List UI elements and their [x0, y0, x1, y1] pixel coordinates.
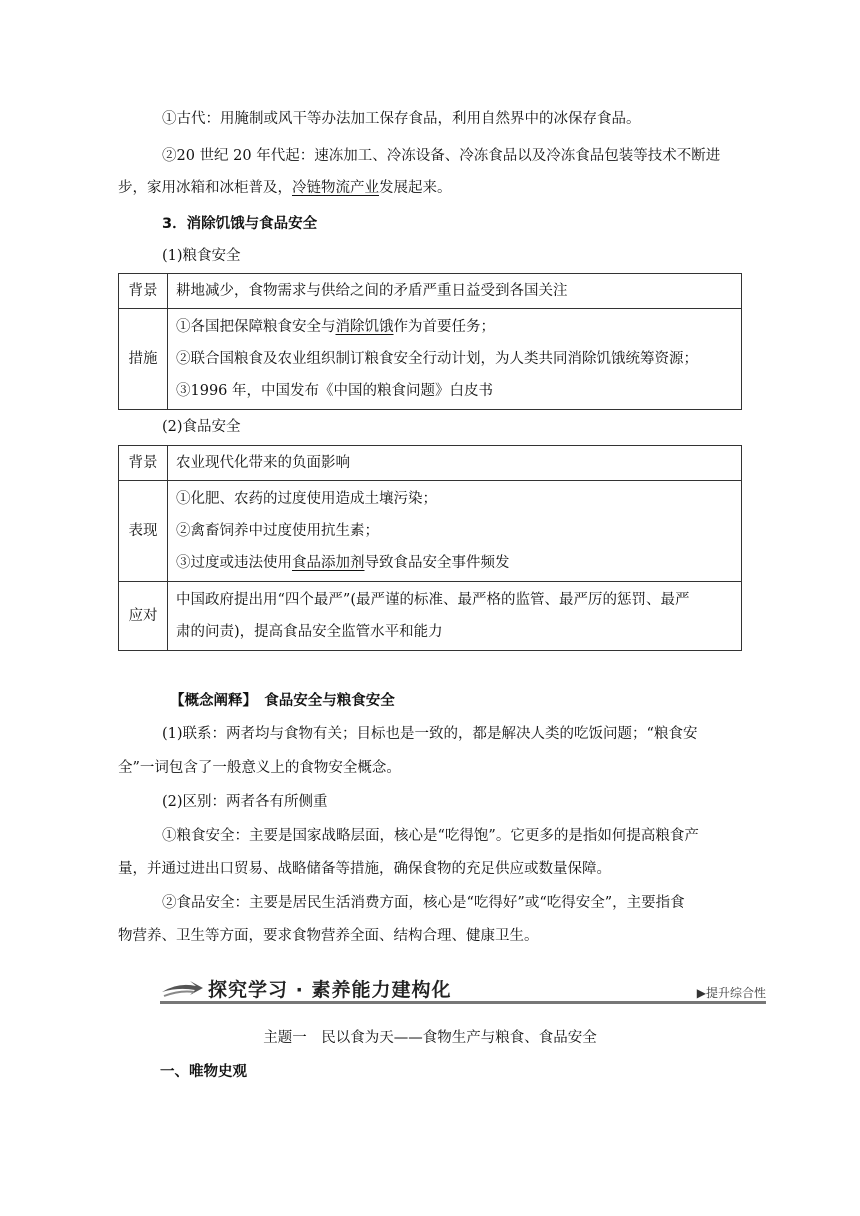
table-row [119, 309, 742, 410]
banner-divider [160, 1001, 766, 1004]
text-span: 步，家用冰箱和冰柜普及， [118, 180, 292, 196]
section-heading-materialism: 一、唯物史观 [160, 1064, 247, 1080]
grain-security-line1: ①粮食安全：主要是国家战略层面，核心是“吃得饱”。它更多的是指如何提高粮食产 [162, 828, 699, 844]
table-value: 农业现代化带来的负面影响 [168, 446, 742, 481]
grain-security-table [118, 273, 742, 410]
underlined-term: 冷链物流产业 [292, 180, 379, 196]
response-line-1: 中国政府提出用“四个最严”(最严谨的标准、最严格的监管、最严厉的惩罚、最严 [176, 592, 690, 608]
manifestation-3 [176, 547, 733, 579]
banner-subtitle: ▶提升综合性 [696, 986, 766, 1000]
concept-difference: (2)区别：两者各有所侧重 [162, 794, 328, 810]
table-value [168, 309, 742, 410]
concept-title: 【概念阐释】 食品安全与粮食安全 [170, 693, 395, 709]
text-span: 作为首要任务； [393, 319, 495, 335]
measure-1 [176, 311, 733, 343]
table-row [119, 481, 742, 582]
text-span: 发展起来。 [379, 180, 452, 196]
table-row [119, 582, 742, 651]
concept-link-line2: 全”一词包含了一般意义上的食物安全概念。 [118, 760, 401, 776]
manifestation-1: ①化肥、农药的过度使用造成土壤污染； [176, 491, 437, 507]
table-row [119, 446, 742, 481]
underlined-term: 消除饥饿 [335, 319, 394, 335]
food-safety-line1: ②食品安全：主要是居民生活消费方面，核心是“吃得好”或“吃得安全”，主要指食 [162, 895, 685, 911]
grain-security-line2: 量，并通过进出口贸易、战略储备等措施，确保食物的充足供应或数量保障。 [118, 861, 611, 877]
underlined-term: 食品添加剂 [292, 555, 365, 571]
table-key: 措施 [119, 309, 168, 410]
manifestation-2: ②禽畜饲养中过度使用抗生素； [176, 523, 379, 539]
table-row [119, 274, 742, 309]
swoosh-arrow-icon [160, 978, 204, 1000]
text-span: ①各国把保障粮食安全与 [176, 319, 336, 335]
food-safety-table [118, 445, 742, 651]
response-line-2: 肃的问责)，提高食品安全监管水平和能力 [176, 624, 443, 640]
table-key: 表现 [119, 481, 168, 582]
table-key: 背景 [119, 446, 168, 481]
subheading-food-safety: (2)食品安全 [162, 419, 241, 435]
banner-title: 探究学习 · 素养能力建构化 [208, 979, 452, 1001]
text-span: 导致食品安全事件频发 [364, 555, 510, 571]
table-key: 应对 [119, 582, 168, 651]
topic-title: 主题一 民以食为天——食物生产与粮食、食品安全 [263, 1030, 597, 1046]
table-value [168, 481, 742, 582]
measure-2: ②联合国粮食及农业组织制订粮食安全行动计划，为人类共同消除饥饿统筹资源； [176, 351, 698, 367]
para-ancient: ①古代：用腌制或风干等办法加工保存食品，利用自然界中的冰保存食品。 [162, 111, 641, 127]
measure-3: ③1996 年，中国发布《中国的粮食问题》白皮书 [176, 383, 494, 399]
section-heading-3: 3．消除饥饿与食品安全 [162, 216, 318, 232]
concept-link-line1: (1)联系：两者均与食物有关；目标也是一致的，都是解决人类的吃饭问题；“粮食安 [162, 726, 698, 742]
table-key: 背景 [119, 274, 168, 309]
table-value [168, 582, 742, 651]
para-20th-century-line1: ②20 世纪 20 年代起：速冻加工、冷冻设备、冷冻食品以及冷冻食品包装等技术不断进 [162, 148, 721, 164]
table-value: 耕地减少，食物需求与供给之间的矛盾严重日益受到各国关注 [168, 274, 742, 309]
text-span: ③过度或违法使用 [176, 555, 292, 571]
subheading-grain-security: (1)粮食安全 [162, 248, 241, 264]
para-20th-century-line2 [118, 172, 742, 205]
section-banner [160, 974, 766, 1008]
food-safety-line2: 物营养、卫生等方面，要求食物营养全面、结构合理、健康卫生。 [118, 928, 539, 944]
